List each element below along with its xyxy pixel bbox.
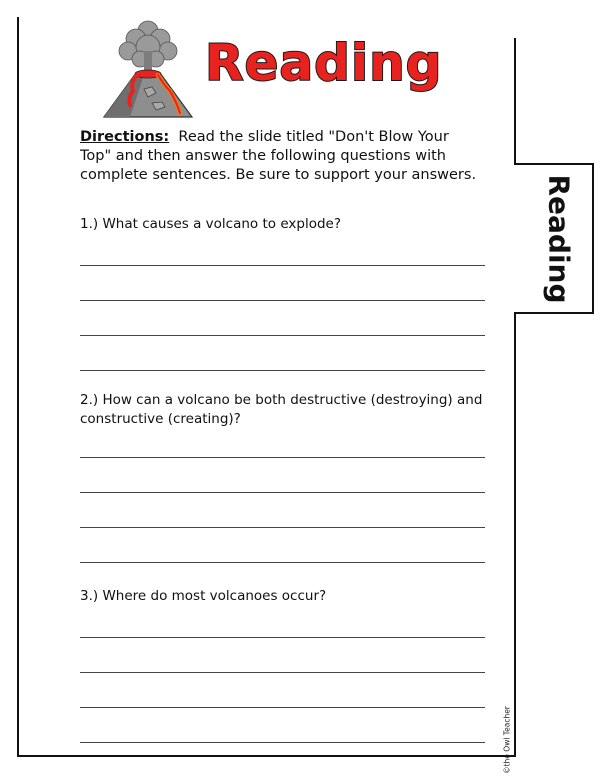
question-3: 3.) Where do most volcanoes occur? <box>80 588 327 604</box>
tab-top-border <box>514 163 594 165</box>
directions-paragraph <box>80 128 480 185</box>
side-tab-label: Reading <box>542 174 576 304</box>
answer-line[interactable] <box>80 300 485 301</box>
page-title: Reading <box>205 34 443 92</box>
answer-line[interactable] <box>80 457 485 458</box>
copyright-note <box>500 706 514 774</box>
answer-line[interactable] <box>80 265 485 266</box>
frame-left-border <box>17 17 19 757</box>
answer-line[interactable] <box>80 707 485 708</box>
question-2: 2.) How can a volcano be both destructive (destroying) and constructive (creating)? <box>80 392 483 427</box>
frame-right-border-upper <box>514 38 516 165</box>
side-tab <box>524 174 594 304</box>
answer-line[interactable] <box>80 335 485 336</box>
answer-line[interactable] <box>80 672 485 673</box>
directions-text: Read the slide titled "Don't Blow Your Top" and then answer the following questions with complete sentences. Be sure to support your answers. <box>80 129 477 183</box>
answer-line[interactable] <box>80 370 485 371</box>
copyright-text: ©the Owl Teacher <box>502 706 512 774</box>
answer-line[interactable] <box>80 527 485 528</box>
answer-line[interactable] <box>80 492 485 493</box>
answer-line[interactable] <box>80 742 485 743</box>
answer-line[interactable] <box>80 637 485 638</box>
volcano-icon <box>100 17 195 122</box>
tab-bottom-border <box>514 312 594 314</box>
question-1: 1.) What causes a volcano to explode? <box>80 216 342 232</box>
frame-bottom-border <box>17 755 516 757</box>
frame-right-border-lower <box>514 312 516 757</box>
directions-label: Directions: <box>80 129 170 145</box>
answer-line[interactable] <box>80 562 485 563</box>
